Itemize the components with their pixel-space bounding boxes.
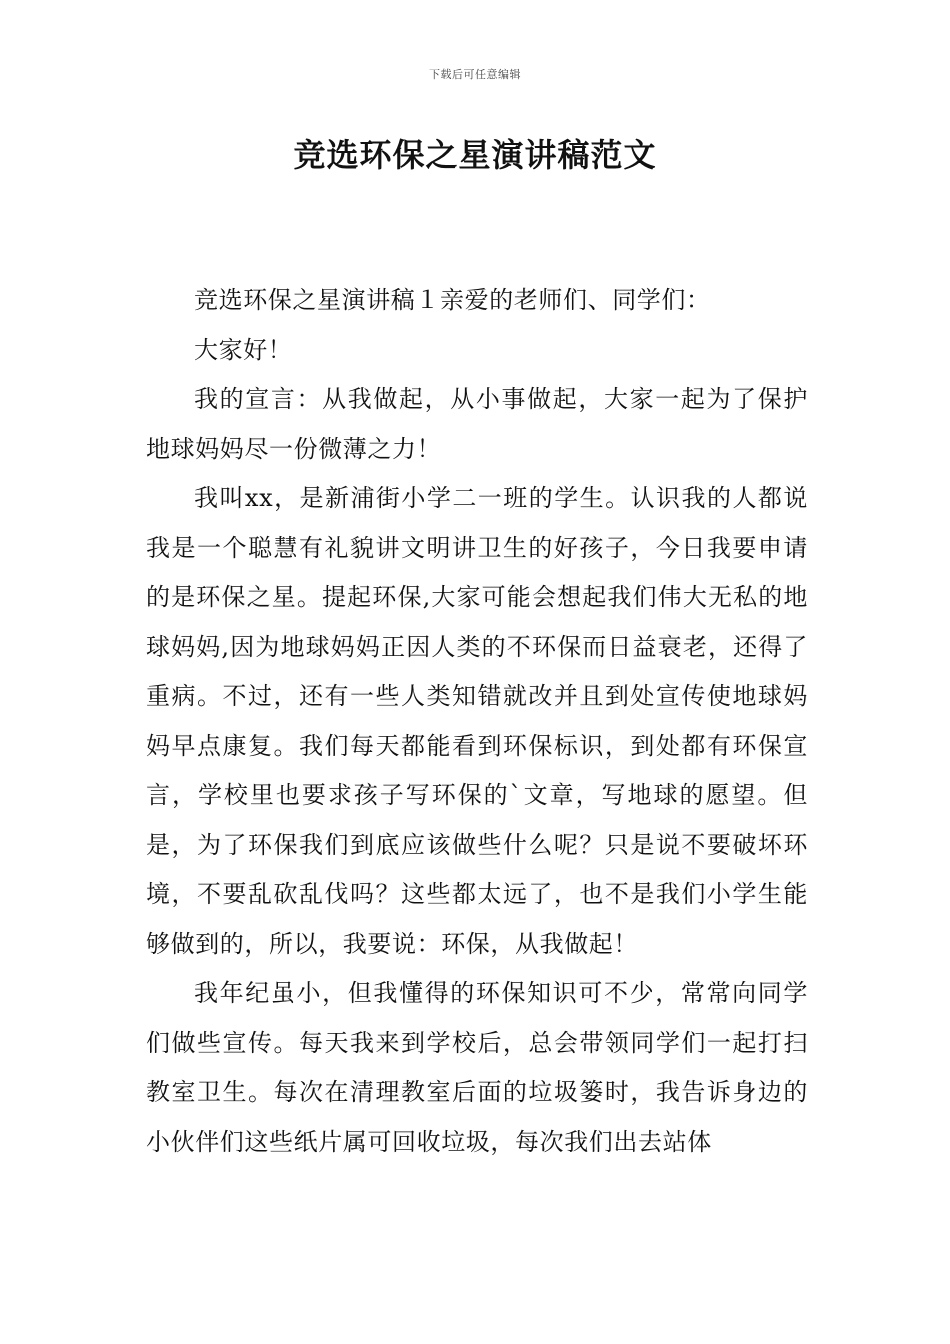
paragraph: 我的宣言：从我做起，从小事做起，大家一起为了保护地球妈妈尽一份微薄之力！: [146, 385, 808, 463]
document-title: 竞选环保之星演讲稿范文: [293, 136, 657, 174]
paragraph: 我年纪虽小，但我懂得的环保知识可不少，常常向同学们做些宣传。每天我来到学校后，总会带领同学们一起打扫教室卫生。每次在清理教室后面的垃圾篓时，我告诉身边的小伙伴们这些纸片属可回收垃圾，每次我们出去站体: [146, 979, 808, 1156]
paragraph: 我叫xx，是新浦街小学二一班的学生。认识我的人都说我是一个聪慧有礼貌讲文明讲卫生的好孩子，今日我要申请的是环保之星。提起环保,大家可能会想起我们伟大无私的地球妈妈,因为地球妈妈正因人类的不环保而日益衰老，还得了重病。不过，还有一些人类知错就改并且到处宣传使地球妈妈早点康复。我们每天都能看到环保标识，到处都有环保宣言，学校里也要求孩子写环保的`文章，写地球的愿望。但是，为了环保我们到底应该做些什么呢？只是说不要破坏环境，不要乱砍乱伐吗？这些都太远了，也不是我们小学生能够做到的，所以，我要说：环保，从我做起！: [146, 484, 808, 958]
paragraph: 竞选环保之星演讲稿１亲爱的老师们、同学们：: [194, 286, 711, 314]
document-body: [146, 276, 808, 1167]
paragraph: 大家好！: [194, 335, 293, 364]
header-note: 下载后可任意编辑: [429, 68, 521, 81]
